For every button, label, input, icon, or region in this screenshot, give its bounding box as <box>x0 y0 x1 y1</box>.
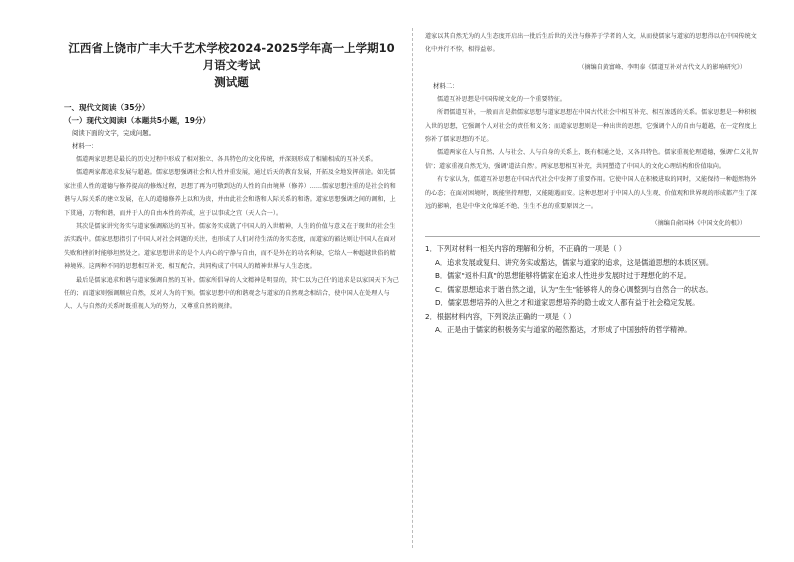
right-paragraph: 有专家认为，儒道互补思想在中国古代社会中发挥了重要作用。它使中国人在积极进取的同时，又能保持一种超然物外的心态；在面对困境时，既能坚持理想，又能随遇而安。这种思想对于中国人的人生观、价值观和世界观的形成都产生了深远的影响，也是中华文化绵延不绝、生生不息的重要原因之一。 <box>425 176 757 211</box>
instruction-text: 阅读下面的文字，完成问题。 <box>72 129 156 137</box>
left-column <box>64 30 399 314</box>
column-divider <box>412 28 413 548</box>
material1-label: 材料一： <box>72 142 98 150</box>
title-line-2: 测试题 <box>214 75 249 89</box>
left-paragraph: 儒道两家思想是最长的历史过程中形成了相对独立、各具特色的文化传统，并深刻形成了相辅相成的互补关系。 <box>76 156 378 163</box>
right-paragraph: 道家以其自然无为的人生态度开启出一批后生后世的关注与修养于学者的人文，从而使儒家与道家的思想得以在中国传统文化中并行不悖，相得益彰。 <box>425 33 757 54</box>
source-citation-2: （摘编自俞国林《中国文化的根》） <box>651 220 746 228</box>
question-1-option-b: B．儒家"返朴归真"的思想能够将儒家在追求人性进步发展时过于理想化的不足。 <box>435 271 691 281</box>
subsection-heading: （一）现代文阅读Ⅰ（本题共5小题，19分） <box>64 116 210 125</box>
left-paragraph: 其次是儒家讲究务实与道家强调豁达的互补。儒家务实成就了中国人的入世精神，人生的价值与意义在于现世的社会生活实践中。儒家思想指引了中国人对社会问题的关注，也形成了人们对待生活的务实态度，而道家的豁达则让中国人在面对失败和挫折时能够坦然处之。道家思想讲求的是个人内心的宁静与自由，而不是外在的功名利禄，它给人一种超越世俗的精神境界。这两种不同的思想相互补充、相互配合，共同构成了中国人的精神世界与人生态度。 <box>64 223 396 271</box>
right-paragraph: 儒道两家在人与自然、人与社会、人与自身的关系上，既有相通之处，又各具特色。儒家重视伦理道德，强调'仁义礼智信'；道家重视自然无为，强调'道法自然'。两家思想相互补充，共同塑造了中国人的文化心理结构和价值取向。 <box>425 149 759 170</box>
source-citation-1: （摘编自黄富峰、李明泰《儒道互补对古代文人的影响研究》） <box>578 63 746 71</box>
question-1-option-c: C．儒家思想追求于谐自然之道，认为"生生"能够将人的身心调整到与自然合一的状态。 <box>435 284 713 294</box>
question-1-stem: 1．下列对材料一相关内容的理解和分析，不正确的一项是（ ） <box>425 244 626 254</box>
title-line-1: 江西省上饶市广丰大千艺术学校2024-2025学年高一上学期10月语文考试 <box>68 41 395 72</box>
left-paragraph: 儒道两家都追求发展与超越。儒家思想强调社会和人性并重发展，通过后天的教育发展，开拓及全地发挥前途。如先儒家注重人性的道德与修养提高的修炼过程，思想了再为可敬到达的人性的自由境界（修养）……儒家思想注重的是社会的和谐与人际关系的建立发展，在人的道德修养上以和为贵，并由此社会和谐和人际关系的和谐。道家思想强调之间的调和，上下贯通，万物和谐，而并于人的自由本性的养成，应于以事成之宜（天人合一）。 <box>64 169 396 217</box>
question-2-option-a: A．正是由于儒家的积极务实与道家的超然豁达，才形成了中国独特的哲学精神。 <box>435 325 692 335</box>
right-column <box>425 30 760 337</box>
left-paragraph: 最后是儒家追求和谐与道家强调自然的互补。儒家所倡导的人文精神是明显的，其'仁以为己任'的追求是以家国天下为己任的；而道家则强调顺应自然，反对人为的干预。儒家思想中的和谐观念与道家的自然观念相结合，使中国人在处理人与人、人与自然的关系时既重视人为的努力，又尊重自然的规律。 <box>64 276 399 311</box>
right-paragraph: 儒道互补思想是中国传统文化的一个重要特征。 <box>437 95 567 103</box>
question-2-stem: 2．根据材料内容，下列说法正确的一项是（ ） <box>425 311 576 321</box>
document-title <box>64 40 399 91</box>
section-heading: 一、现代文阅读（35分） <box>64 103 150 112</box>
material2-label: 材料二： <box>433 81 459 90</box>
question-1-option-a: A．追求发展或复归、讲究务实或豁达，儒家与道家的追求，这是儒道思想的本质区别。 <box>435 257 714 267</box>
question-separator <box>425 236 760 237</box>
question-1-option-d: D．儒家思想培养的入世之才和道家思想培养的隐士或文人都有益于社会稳定发展。 <box>435 298 700 308</box>
right-paragraph: 所谓儒道互补，一般而言是指儒家思想与道家思想在中国古代社会中相互补充、相互渗透的关系。儒家思想是一种积极入世的思想，它强调个人对社会的责任和义务；而道家思想则是一种出世的思想，它强调个人的自由与超越，在一定程度上弥补了儒家思想的不足。 <box>425 109 757 144</box>
